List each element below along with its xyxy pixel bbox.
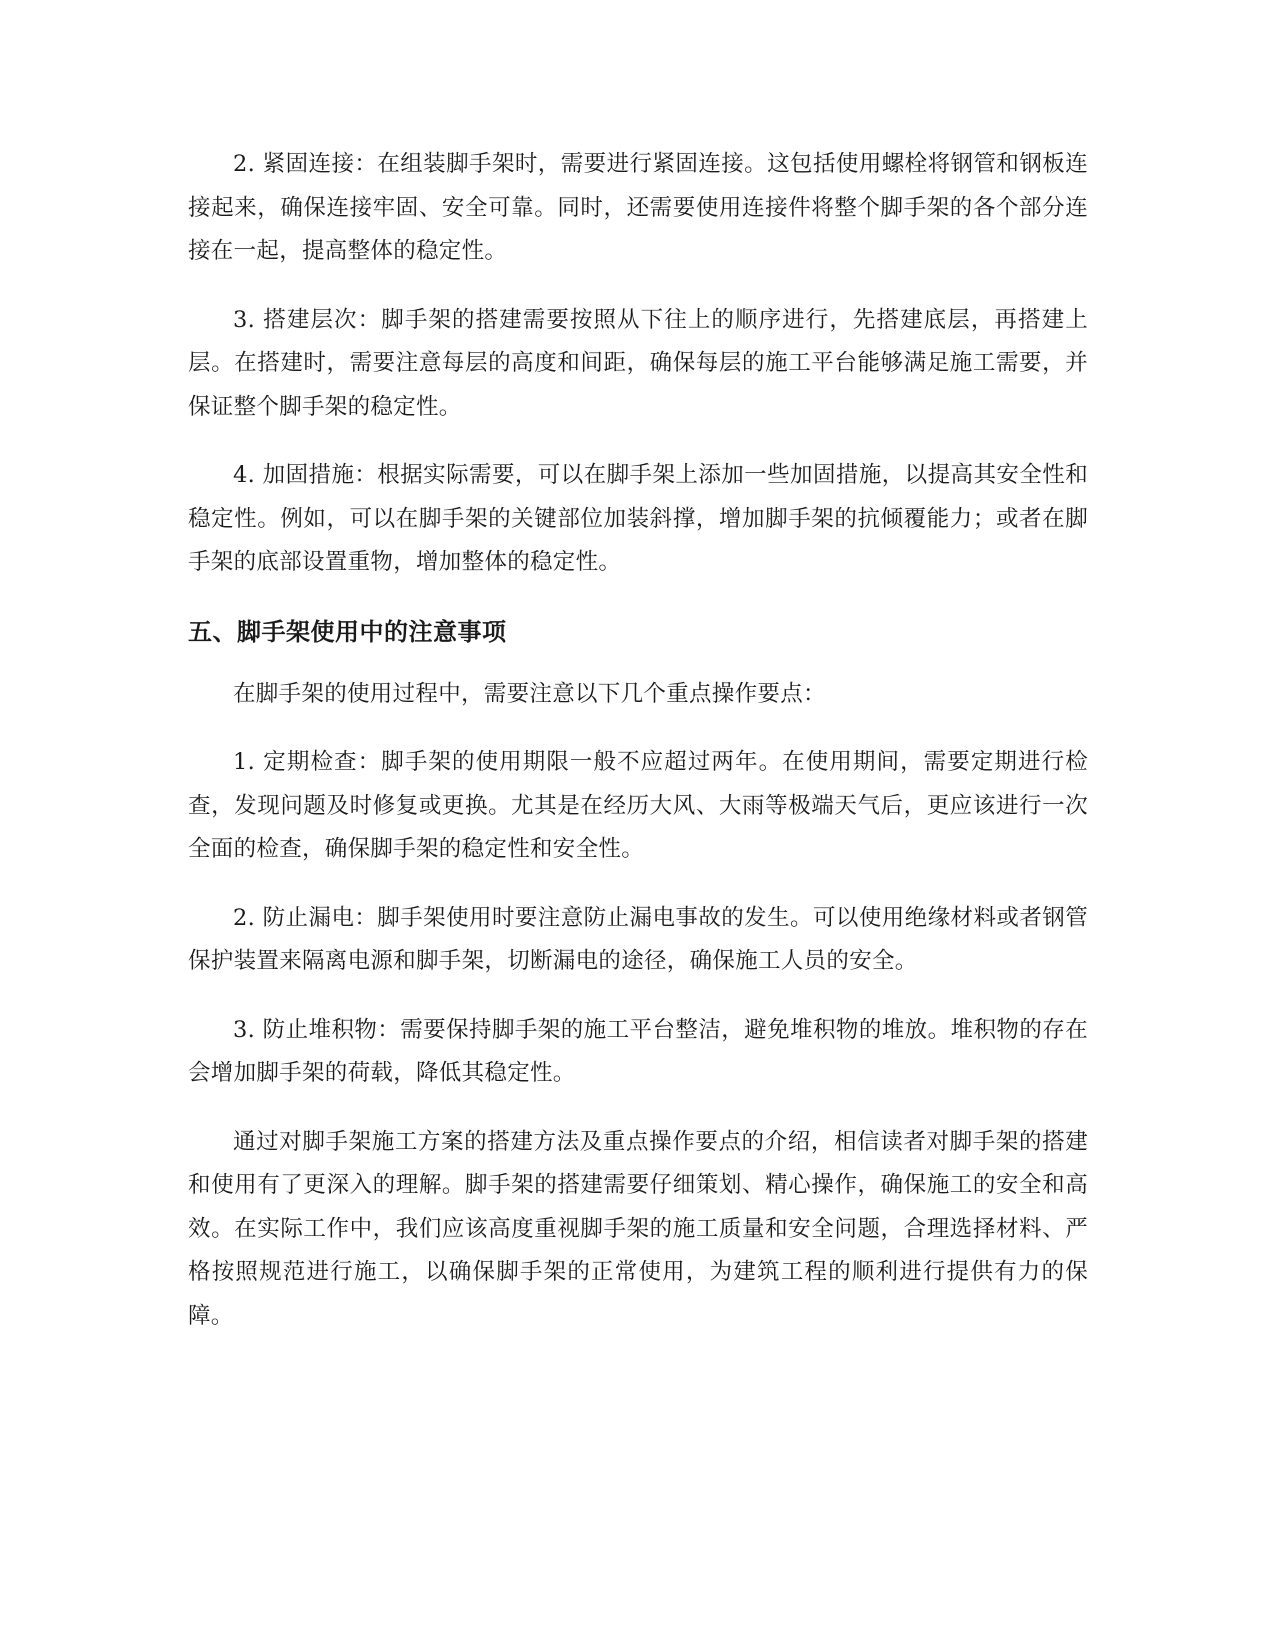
paragraph-build-layers: 3. 搭建层次：脚手架的搭建需要按照从下往上的顺序进行，先搭建底层，再搭建上层。在搭建时，需要注意每层的高度和间距，确保每层的施工平台能够满足施工需要，并保证整个脚手架的稳定性。 xyxy=(188,306,1088,420)
paragraph-conclusion: 通过对脚手架施工方案的搭建方法及重点操作要点的介绍，相信读者对脚手架的搭建和使用有了更深入的理解。脚手架的搭建需要仔细策划、精心操作，确保施工的安全和高效。在实际工作中，我们应该高度重视脚手架的施工质量和安全问题，合理选择材料、严格按照规范进行施工，以确保脚手架的正常使用，为建筑工程的顺利进行提供有力的保障。 xyxy=(188,1128,1088,1329)
paragraph-fastening-connection: 2. 紧固连接：在组装脚手架时，需要进行紧固连接。这包括使用螺栓将钢管和钢板连接起来，确保连接牢固、安全可靠。同时，还需要使用连接件将整个脚手架的各个部分连接在一起，提高整体的稳定性。 xyxy=(188,151,1088,264)
paragraph-prevent-leakage: 2. 防止漏电：脚手架使用时要注意防止漏电事故的发生。可以使用绝缘材料或者钢管保护装置来隔离电源和脚手架，切断漏电的途径，确保施工人员的安全。 xyxy=(188,904,1088,974)
paragraph-usage-intro: 在脚手架的使用过程中，需要注意以下几个重点操作要点： xyxy=(233,680,826,707)
document-page xyxy=(188,143,1088,1363)
paragraph-reinforcement: 4. 加固措施：根据实际需要，可以在脚手架上添加一些加固措施，以提高其安全性和稳定性。例如，可以在脚手架的关键部位加装斜撑，增加脚手架的抗倾覆能力；或者在脚手架的底部设置重物，增加整体的稳定性。 xyxy=(188,462,1088,575)
section-heading: 五、脚手架使用中的注意事项 xyxy=(188,617,507,646)
paragraph-regular-inspection: 1. 定期检查：脚手架的使用期限一般不应超过两年。在使用期间，需要定期进行检查，发现问题及时修复或更换。尤其是在经历大风、大雨等极端天气后，更应该进行一次全面的检查，确保脚手架的稳定性和安全性。 xyxy=(188,749,1088,862)
paragraph-prevent-debris: 3. 防止堆积物：需要保持脚手架的施工平台整洁，避免堆积物的堆放。堆积物的存在会增加脚手架的荷载，降低其稳定性。 xyxy=(188,1016,1088,1086)
